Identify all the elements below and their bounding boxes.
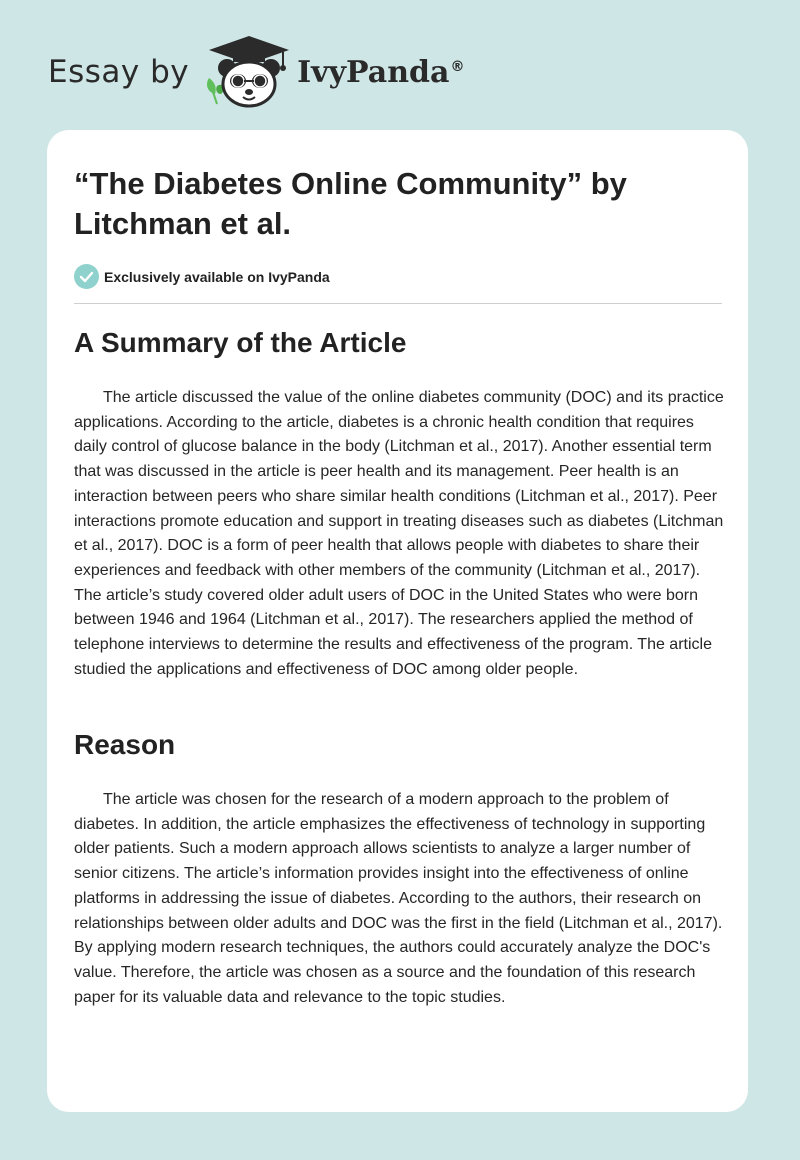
brand-prefix: Essay by xyxy=(48,54,190,90)
brand-header xyxy=(48,34,464,110)
exclusive-badge-text: Exclusively available on IvyPanda xyxy=(104,268,330,285)
exclusive-badge xyxy=(74,264,330,289)
brand-name-text: IvyPanda xyxy=(297,54,450,90)
check-circle-icon xyxy=(74,264,99,289)
panda-graduate-logo-icon xyxy=(203,34,295,110)
title-divider xyxy=(74,303,722,304)
essay-card xyxy=(47,130,748,1112)
brand-name xyxy=(297,55,464,90)
section-heading-reason: Reason xyxy=(74,729,176,760)
essay-title: “The Diabetes Online Community” by Litchman et al. xyxy=(74,166,627,241)
section-heading-summary: A Summary of the Article xyxy=(74,327,407,358)
section-paragraph-reason: The article was chosen for the research of a modern approach to the problem of diabetes. In addition, the article emphasizes the effectiveness of technology in supporting older patients. Such a modern approach allows scientists to analyze a larger number of senior citizens. The article’s information provides insight into the effectiveness of online platforms in addressing the issue of diabetes. According to the authors, their research on relationships between older adults and DOC was the first in the field (Litchman et al., 2017). By applying modern research techniques, the authors could accurately analyze the DOC's value. Therefore, the article was chosen as a source and the foundation of this research paper for its valuable data and relevance to the topic studies. xyxy=(74,791,723,1006)
section-paragraph-summary: The article discussed the value of the online diabetes community (DOC) and its practice applications. According to the article, diabetes is a chronic health condition that requires daily control of glucose balance in the body (Litchman et al., 2017). Another essential term that was discussed in the article is peer health and its management. Peer health is an interaction between peers who share similar health conditions (Litchman et al., 2017). Peer interactions promote education and support in treating diseases such as diabetes (Litchman et al., 2017). DOC is a form of peer health that allows people with diabetes to share their experiences and feedback with other members of the community (Litchman et al., 2017). The article’s study covered older adult users of DOC in the United States who were born between 1946 and 1964 (Litchman et al., 2017). The researchers applied the method of telephone interviews to determine the results and effectiveness of the program. The article studied the applications and effectiveness of DOC among older people. xyxy=(74,389,724,678)
registered-mark: ® xyxy=(450,58,465,75)
